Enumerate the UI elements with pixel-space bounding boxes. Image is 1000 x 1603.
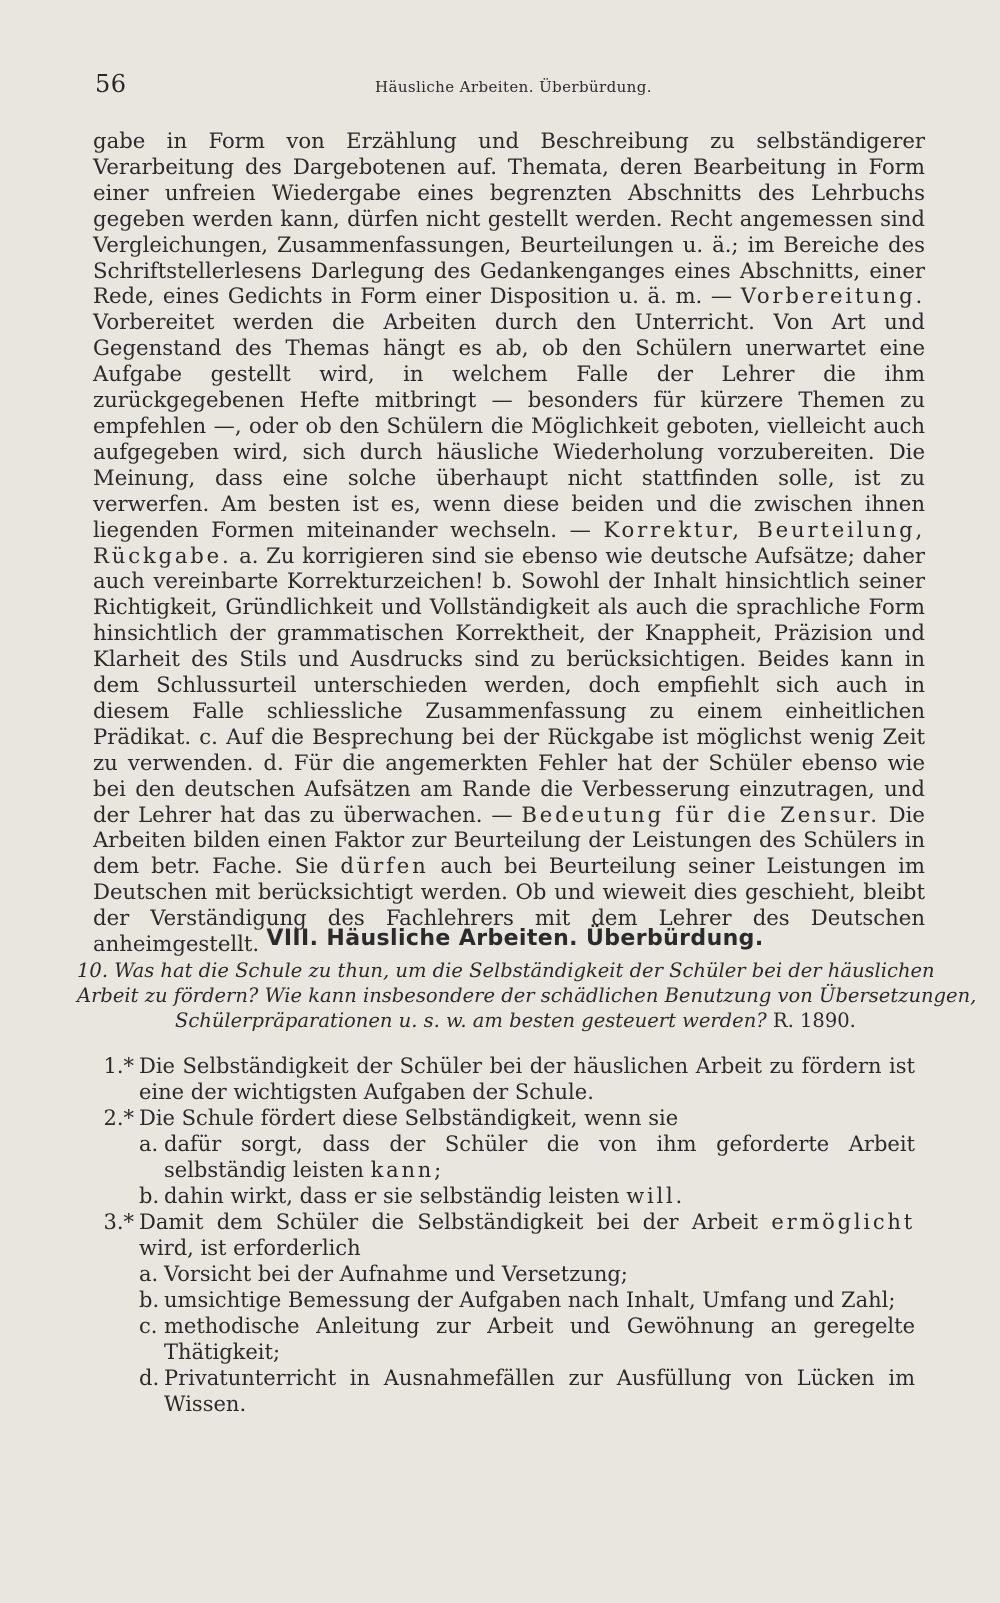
subitem-text-run: dafür sorgt, dass der Schüler die von ihm geforderte Arbeit selbständig leisten <box>164 1132 915 1182</box>
thesis-body <box>139 1209 915 1417</box>
thesis-subitem <box>139 1131 915 1183</box>
thesis-subitem <box>139 1313 915 1365</box>
subitem-text: Privatunterricht in Ausnahmefällen zur Ausfüllung von Lücken im Wissen. <box>164 1366 915 1416</box>
question-line <box>77 1008 917 1033</box>
thesis-text: Die Selbständigkeit der Schüler bei der häuslichen Arbeit zu fördern ist eine der wichtigsten Aufgaben der Schule. <box>139 1054 915 1104</box>
subitem-text: methodische Anleitung zur Arbeit und Gewöhnung an geregelte Thätigkeit; <box>164 1314 915 1364</box>
question-reference: R. 1890. <box>772 1009 856 1032</box>
spaced-keyword: ermöglicht <box>771 1210 915 1234</box>
spaced-keyword: Vorbereitung. <box>740 283 925 309</box>
question-text: Schülerpräparationen u. s. w. am besten gesteuert werden? <box>175 1009 767 1032</box>
body-text-run: a. Zu korrigieren sind sie ebenso wie deutsche Aufsätze; daher auch vereinbarte Korrekturzeichen! b. Sowohl der Inhalt hinsichtlich seiner Richtigkeit, Gründlichkeit und Vollständigkeit als auch die sprachliche Form hinsichtlich der grammatischen Korrektheit, der Knappheit, Präzision und Klarheit des Stils und Ausdrucks sind zu berücksichtigen. Beides kann in dem Schlussurteil unterschieden werden, doch empfiehlt sich auch in diesem Falle schliessliche Zusammenfassung zu einem einheitlichen Prädikat. c. Auf die Besprechung bei der Rückgabe ist möglichst wenig Zeit zu verwenden. d. Für die angemerkten Fehler hat der Schüler ebenso wie bei den deutschen Aufsätzen am Rande die Verbesserung einzutragen, und der Lehrer hat das zu überwachen. — <box>93 542 925 827</box>
subitem-letter: d. <box>139 1366 160 1390</box>
thesis-subitem <box>139 1365 915 1417</box>
thesis-subitem <box>139 1261 915 1287</box>
question-number: 10. <box>77 959 109 982</box>
spaced-keyword: will. <box>626 1184 686 1208</box>
subitem-text: umsichtige Bemessung der Aufgaben nach Inhalt, Umfang und Zahl; <box>164 1288 896 1312</box>
thesis-item <box>90 1209 915 1417</box>
body-paragraph <box>93 128 925 957</box>
subitem-letter: b. <box>139 1288 160 1312</box>
subitem-text <box>164 1183 915 1209</box>
body-text-run: Die Arbeiten bilden einen Faktor zur Beurteilung der Leistungen des Schülers in dem betr. Fache. Sie <box>93 801 925 879</box>
question-block <box>77 958 977 1033</box>
subitem-text: Vorsicht bei der Aufnahme und Versetzung; <box>164 1262 628 1286</box>
body-text <box>93 128 925 957</box>
thesis-text: Damit dem Schüler die Selbständigkeit bei der Arbeit <box>139 1210 759 1234</box>
theses-list <box>90 1053 915 1417</box>
section-heading: VIII. Häusliche Arbeiten. Überbürdung. <box>266 926 764 951</box>
thesis-text: wird, ist erforderlich <box>139 1236 361 1260</box>
running-head <box>95 72 915 102</box>
thesis-number: 1.* <box>103 1054 134 1078</box>
running-title: Häusliche Arbeiten. Überbürdung. <box>375 78 652 96</box>
spaced-keyword: Bedeutung für die Zensur. <box>521 801 880 827</box>
thesis-text: Die Schule fördert diese Selbständigkeit, wenn sie <box>139 1106 679 1130</box>
subitem-text <box>164 1131 915 1183</box>
subitem-letter: c. <box>139 1314 158 1338</box>
body-text-run: Vorbereitet werden die Arbeiten durch den Unterricht. Von Art und Gegenstand des Themas hängt es ab, ob den Schülern unerwartet eine Aufgabe gestellt wird, in welchem Falle der Lehrer die ihm zurückgegebenen Hefte mitbringt — besonders für kürzere Themen zu empfehlen —, oder ob den Schülern die Möglichkeit geboten, vielleicht auch aufgegeben wird, sich durch häusliche Wiederholung vorzubereiten. Die Meinung, dass eine solche überhaupt nicht stattfinden solle, ist zu verwerfen. Am besten ist es, wenn diese beiden und die zwischen ihnen liegenden Formen miteinander wechseln. — <box>93 309 925 542</box>
subitem-letter: a. <box>139 1262 159 1286</box>
thesis-subitem <box>139 1183 915 1209</box>
question-line <box>77 958 935 983</box>
thesis-body <box>139 1105 915 1209</box>
thesis-item <box>90 1053 915 1105</box>
thesis-number: 2.* <box>103 1106 134 1130</box>
thesis-body <box>139 1053 915 1105</box>
subitem-letter: a. <box>139 1132 159 1156</box>
question-line <box>77 983 977 1008</box>
subitem-letter: b. <box>139 1184 160 1208</box>
spaced-keyword: kann; <box>370 1158 444 1182</box>
thesis-subitem <box>139 1287 915 1313</box>
question-text: Arbeit zu fördern? Wie kann insbesondere der schädlichen Benutzung von Übersetzungen, <box>77 984 977 1007</box>
question-text: Was hat die Schule zu thun, um die Selbständigkeit der Schüler bei der häuslichen <box>114 959 935 982</box>
thesis-item <box>90 1105 915 1209</box>
body-text-run: gabe in Form von Erzählung und Beschreibung zu selbständigerer Verarbeitung des Dargebotenen auf. Themata, deren Bearbeitung in Form einer unfreien Wiedergabe eines begrenzten Abschnitts des Lehrbuchs gegeben werden kann, dürfen nicht gestellt werden. Recht angemessen sind Vergleichungen, Zusammenfassungen, Beurteilungen u. ä.; im Bereiche des Schriftstellerlesens Darlegung des Gedankenganges eines Abschnitts, einer Rede, eines Gedichts in Form einer Disposition u. ä. m. — <box>93 128 925 309</box>
spaced-keyword: Korrektur, Beurteilung, Rückgabe. <box>93 516 925 568</box>
subitem-text-run: dahin wirkt, dass er sie selbständig leisten <box>164 1184 620 1208</box>
thesis-number: 3.* <box>103 1210 134 1234</box>
body-text-run: auch bei Beurteilung seiner Leistungen im Deutschen mit berücksichtigt werden. Ob und wieweit dies geschieht, bleibt der Verständigung des Fachlehrers mit dem Lehrer des Deutschen anheimgestellt. <box>93 853 925 957</box>
spaced-keyword: dürfen <box>340 853 429 879</box>
page-number: 56 <box>95 70 127 98</box>
